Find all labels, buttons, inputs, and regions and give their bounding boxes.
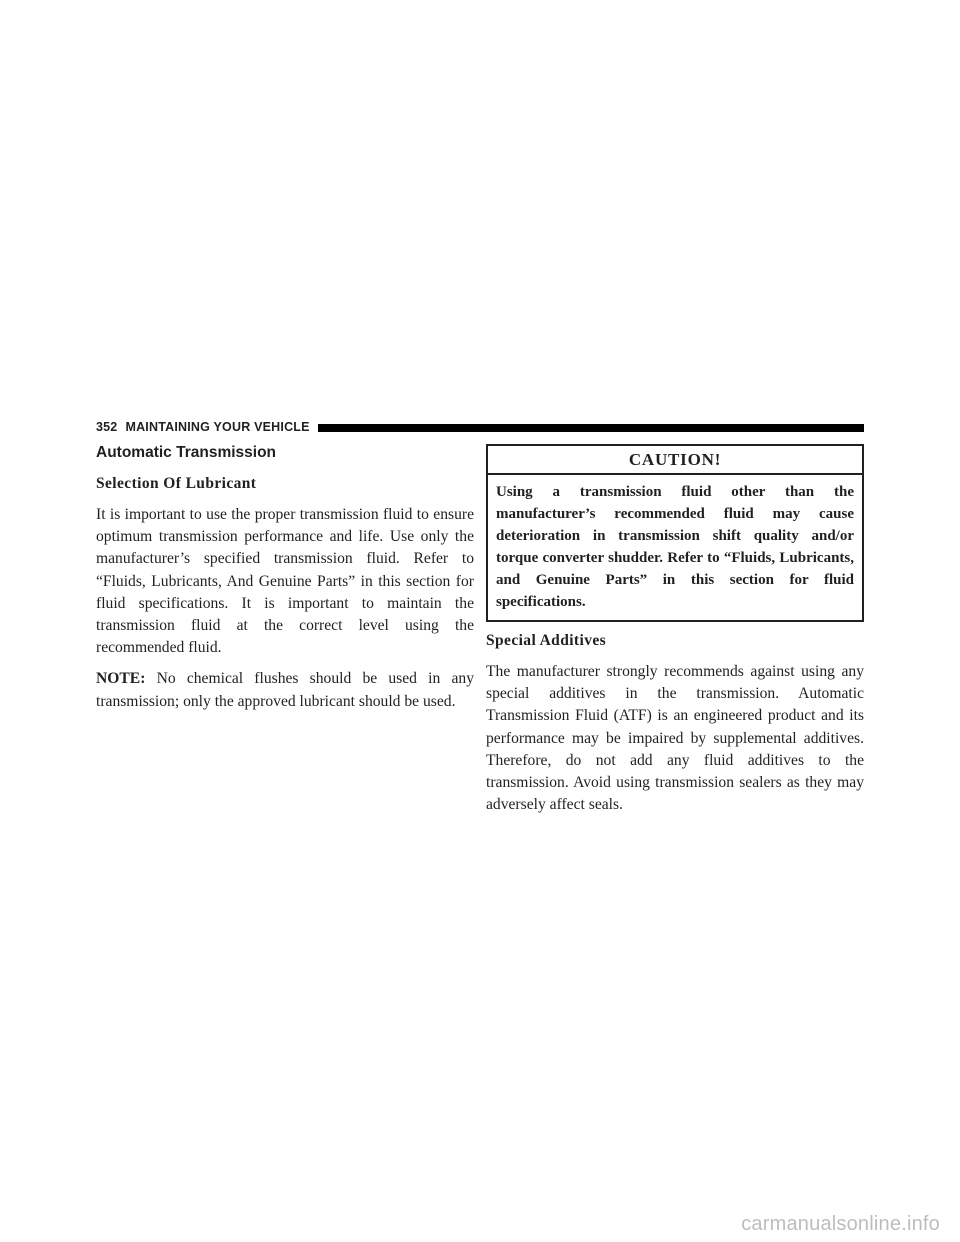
section-title: MAINTAINING YOUR VEHICLE — [125, 420, 310, 434]
note-paragraph — [96, 668, 474, 712]
header-rule — [318, 424, 864, 432]
caution-text: Using a transmission fluid other than the manufacturer’s recommended fluid may cause deterioration in transmission shift quality and/or torque converter shudder. Refer to “Fluids, Lubricants, and Genuine Parts” in this section for fluid specifications. — [496, 484, 854, 610]
page-number: 352 — [96, 420, 118, 434]
subheading-special-additives: Special Additives — [486, 632, 607, 649]
lubricant-paragraph: It is important to use the proper transmission fluid to ensure optimum transmission performance and life. Use only the manufacturer’s specified transmission fluid. Refer to “Fluids, Lubricants, And Genuine Parts” in this section for fluid specifications. It is important to maintain the transmission fluid at the correct level using the recommended fluid. — [96, 506, 474, 657]
caution-box — [486, 444, 864, 622]
additives-paragraph: The manufacturer strongly recommends against using any special additives in the transmission. Automatic Transmission Fluid (ATF) is an engineered product and its performance may be impaired by supplemental additives. Therefore, do not add any fluid additives to the transmission. Avoid using transmission sealers as they may adversely affect seals. — [486, 663, 864, 814]
section-heading: Automatic Transmission — [96, 444, 277, 461]
watermark-text: carmanualsonline.info — [741, 1213, 940, 1235]
page-header — [96, 419, 864, 435]
left-column — [96, 440, 474, 713]
subheading-selection-of-lubricant: Selection Of Lubricant — [96, 475, 257, 492]
right-column — [486, 444, 864, 816]
note-label: NOTE: — [96, 670, 146, 688]
note-text: No chemical flushes should be used in any transmission; only the approved lubricant should be used. — [96, 670, 474, 710]
caution-title: CAUTION! — [488, 446, 862, 475]
